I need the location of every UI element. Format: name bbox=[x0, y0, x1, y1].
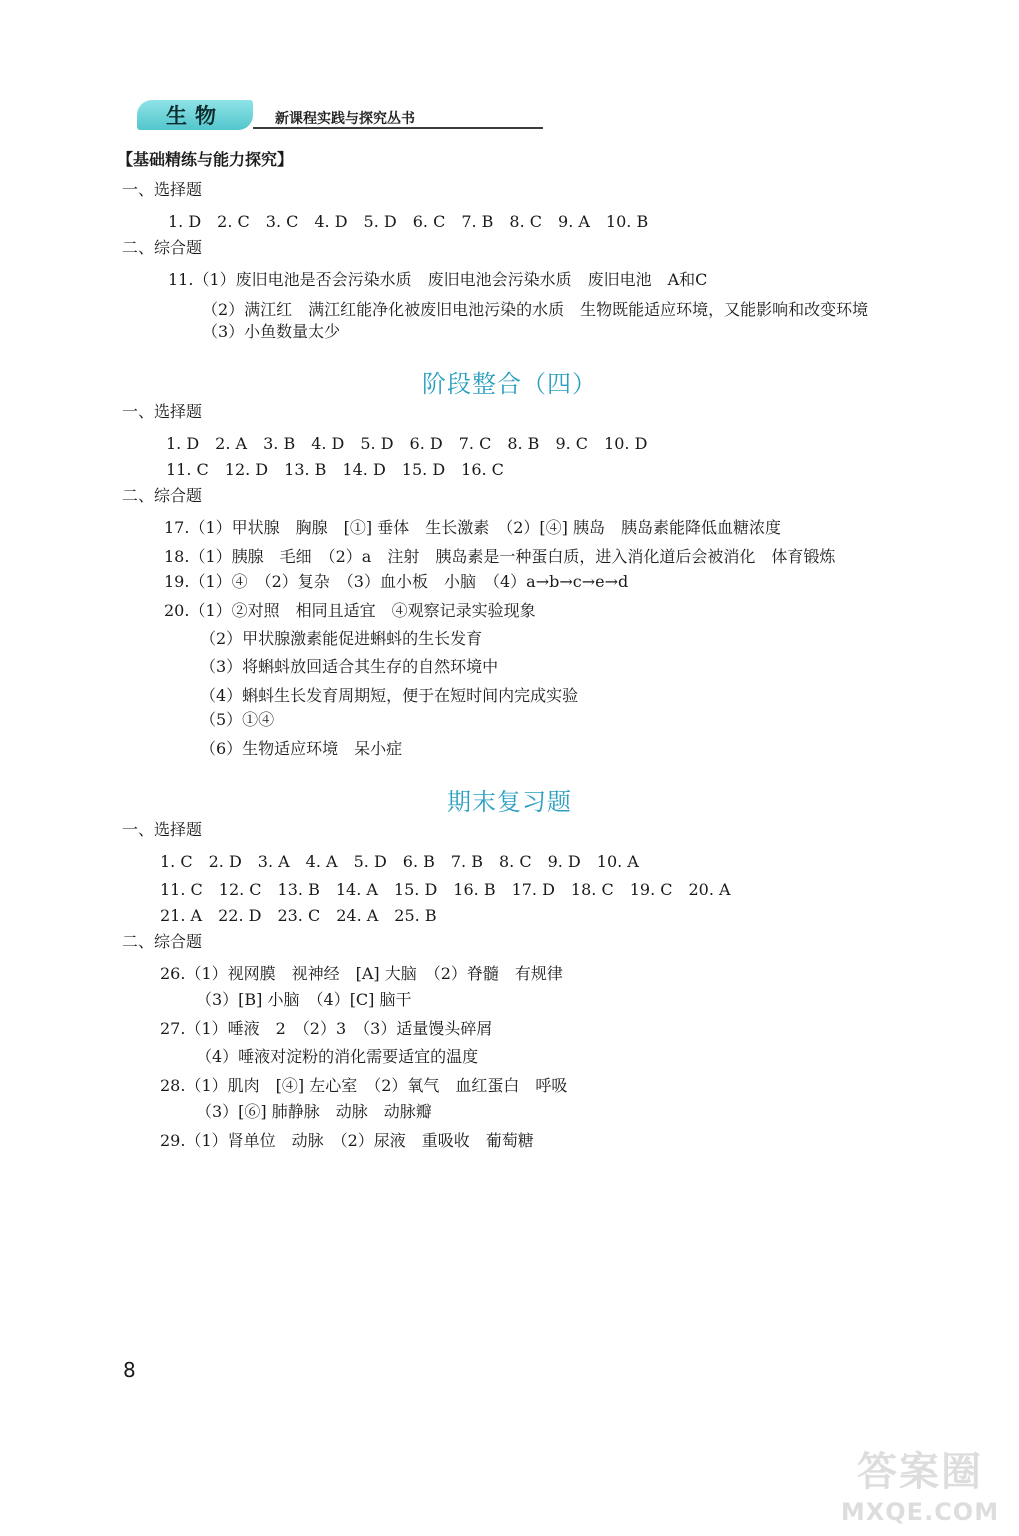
answer-line: （3）[B] 小脑 （4）[C] 脑干 bbox=[196, 990, 412, 1009]
subsection-comprehensive: 二、综合题 bbox=[122, 486, 203, 505]
answer-line: 11.（1）废旧电池是否会污染水质 废旧电池会污染水质 废旧电池 A和C bbox=[168, 270, 708, 289]
section-heading-basic: 【基础精练与能力探究】 bbox=[117, 150, 294, 169]
answer-line: （2）满江红 满江红能净化被废旧电池污染的水质 生物既能适应环境，又能影响和改变环境 bbox=[202, 300, 869, 319]
subsection-choice: 一、选择题 bbox=[122, 820, 203, 839]
section-title-final-review: 期末复习题 bbox=[447, 788, 572, 816]
answer-line: 11. C 12. D 13. B 14. D 15. D 16. C bbox=[166, 460, 504, 479]
answer-line: （4）唾液对淀粉的消化需要适宜的温度 bbox=[196, 1047, 479, 1066]
subsection-choice: 一、选择题 bbox=[122, 180, 203, 199]
answer-line: 27.（1）唾液 2 （2）3 （3）适量馒头碎屑 bbox=[160, 1019, 493, 1038]
page-header bbox=[137, 100, 437, 132]
answer-line: 17.（1）甲状腺 胸腺 [①] 垂体 生长激素 （2）[④] 胰岛 胰岛素能降低血糖浓度 bbox=[164, 518, 781, 537]
watermark-text-bottom: MXQE.COM bbox=[840, 1498, 1000, 1526]
answer-line: （3）将蝌蚪放回适合其生存的自然环境中 bbox=[200, 657, 499, 676]
answer-line: （3）[⑥] 肺静脉 动脉 动脉瓣 bbox=[196, 1102, 432, 1121]
answer-line: 19.（1）④ （2）复杂 （3）血小板 小脑 （4）a→b→c→e→d bbox=[164, 572, 629, 591]
answer-line: （4）蝌蚪生长发育周期短，便于在短时间内完成实验 bbox=[200, 686, 579, 705]
header-divider bbox=[253, 127, 543, 129]
answer-line: 20.（1）②对照 相同且适宜 ④观察记录实验现象 bbox=[164, 601, 536, 620]
answer-line: （3）小鱼数量太少 bbox=[202, 322, 341, 341]
watermark-logo bbox=[835, 1440, 1005, 1530]
answer-line: 28.（1）肌肉 [④] 左心室 （2）氧气 血红蛋白 呼吸 bbox=[160, 1076, 568, 1095]
subsection-choice: 一、选择题 bbox=[122, 402, 203, 421]
answer-line: 1. D 2. C 3. C 4. D 5. D 6. C 7. B 8. C 9. A 10. B bbox=[168, 212, 649, 231]
answer-line: 11. C 12. C 13. B 14. A 15. D 16. B 17. D 18. C 19. C 20. A bbox=[160, 880, 731, 899]
subject-badge: 生物 bbox=[137, 100, 253, 130]
answer-line: 18.（1）胰腺 毛细 （2）a 注射 胰岛素是一种蛋白质，进入消化道后会被消化 体育锻炼 bbox=[164, 547, 836, 566]
answer-line: 26.（1）视网膜 视神经 [A] 大脑 （2）脊髓 有规律 bbox=[160, 964, 563, 983]
answer-line: 29.（1）肾单位 动脉 （2）尿液 重吸收 葡萄糖 bbox=[160, 1131, 534, 1150]
answer-line: 21. A 22. D 23. C 24. A 25. B bbox=[160, 906, 437, 925]
page-number: 8 bbox=[123, 1358, 136, 1382]
watermark-text-top: 答案圈 bbox=[857, 1449, 983, 1495]
answer-line: （2）甲状腺激素能促进蝌蚪的生长发育 bbox=[200, 629, 483, 648]
answer-line: 1. D 2. A 3. B 4. D 5. D 6. D 7. C 8. B 9. C 10. D bbox=[166, 434, 648, 453]
section-title-stage-review: 阶段整合（四） bbox=[422, 370, 597, 398]
answer-line: （6）生物适应环境 呆小症 bbox=[200, 739, 403, 758]
series-title: 新课程实践与探究丛书 bbox=[275, 111, 415, 127]
answer-line: （5）①④ bbox=[200, 710, 275, 729]
subsection-comprehensive: 二、综合题 bbox=[122, 932, 203, 951]
answer-line: 1. C 2. D 3. A 4. A 5. D 6. B 7. B 8. C 9. D 10. A bbox=[160, 852, 639, 871]
subsection-comprehensive: 二、综合题 bbox=[122, 238, 203, 257]
